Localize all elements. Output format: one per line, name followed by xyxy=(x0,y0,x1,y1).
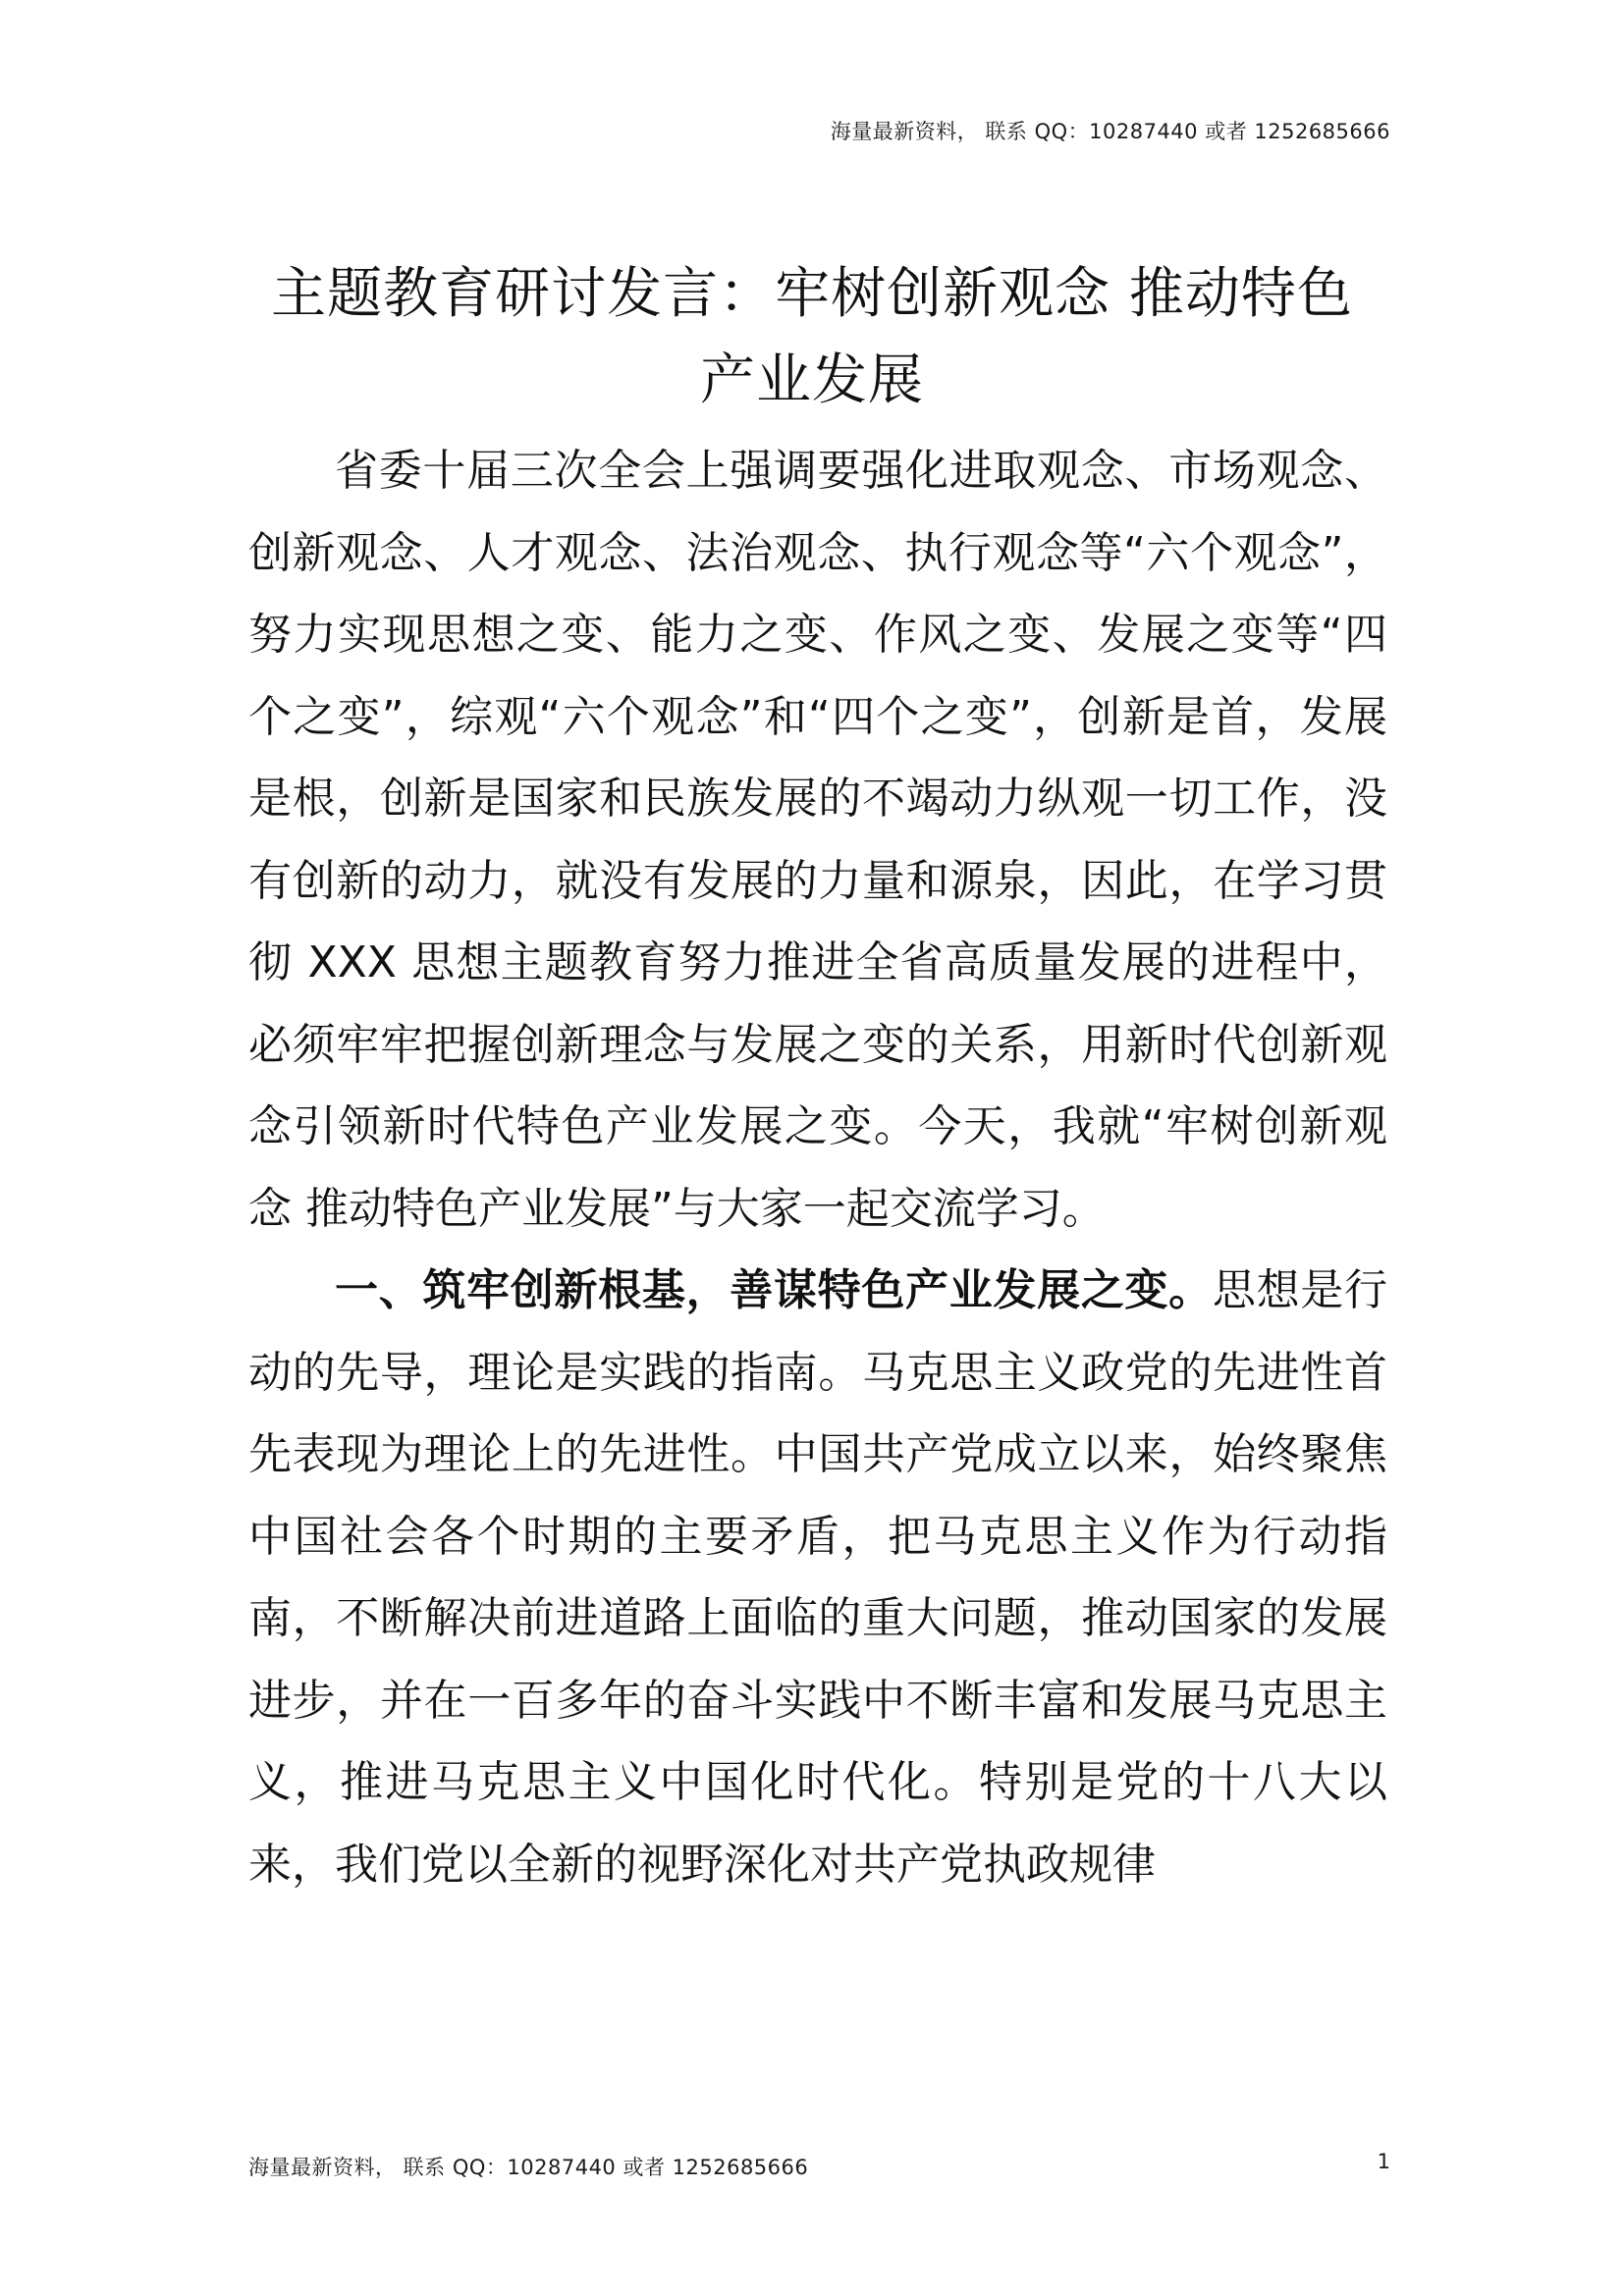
document-title: 主题教育研讨发言：牢树创新观念 推动特色产业发展 xyxy=(271,261,1353,412)
page-number: 1 xyxy=(1377,2150,1390,2173)
paragraph-intro: 省委十届三次全会上强调要强化进取观念、市场观念、创新观念、人才观念、法治观念、执行观念等“六个观念”，努力实现思想之变、能力之变、作风之变、发展之变等“四个之变”，综观“六个观念”和“四个之变”，创新是首，发展是根，创新是国家和民族发展的不竭动力纵观一切工作，没有创新的动力，就没有发展的力量和源泉，因此，在学习贯彻 XXX 思想主题教育努力推进全省高质量发展的进程中，必须牢牢把握创新理念与发展之变的关系，用新时代创新观念引领新时代特色产业发展之变。今天，我就“牢树创新观念 推动特色产业发展”与大家一起交流学习。 xyxy=(248,446,1387,1234)
section-1-text: 思想是行动的先导，理论是实践的指南。马克思主义政党的先进性首先表现为理论上的先进性。中国共产党成立以来，始终聚焦中国社会各个时期的主要矛盾，把马克思主义作为行动指南，不断解决前进道路上面临的重大问题，推动国家的发展进步，并在一百多年的奋斗实践中不断丰富和发展马克思主义，推进马克思主义中国化时代化。特别是党的十八大以来，我们党以全新的视野深化对共产党执政规律 xyxy=(248,1265,1388,1890)
header-contact-note: 海量最新资料， 联系 QQ：10287440 或者 1252685666 xyxy=(830,120,1390,143)
paragraph-section-1 xyxy=(248,1250,1387,1905)
document-body xyxy=(248,430,1387,1905)
footer-contact-note: 海量最新资料， 联系 QQ：10287440 或者 1252685666 xyxy=(248,2156,809,2179)
section-1-heading: 一、筑牢创新根基，善谋特色产业发展之变。 xyxy=(335,1265,1213,1315)
